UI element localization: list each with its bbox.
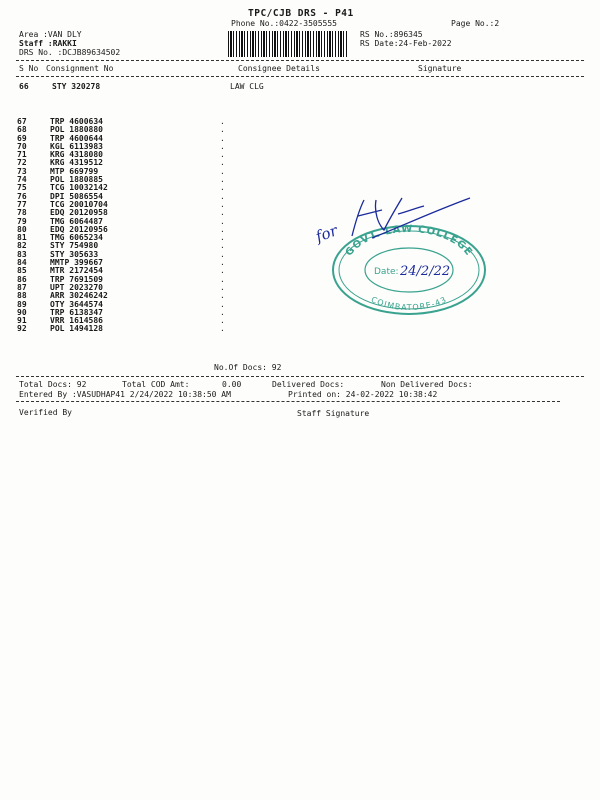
row-dot: . [220,233,225,243]
table-row [17,284,230,292]
svg-text:COIMBATORE-43 [370,295,449,312]
column-signature: Signature [418,64,462,73]
staff-signature: Staff Signature [297,409,370,418]
row-sno: 87 [17,282,27,292]
row-sno: 69 [17,133,27,143]
row-sno: 88 [17,291,27,301]
row-sno: 84 [17,258,27,268]
table-row [17,135,230,143]
row-sno: 68 [17,125,27,135]
barcode-image [228,31,348,57]
row-sno: 76 [17,191,27,201]
table-row [17,143,230,151]
table-row [17,151,230,159]
row-consignment: VRR 1614586 [50,316,103,326]
row-consignment: STY 754980 [50,241,99,251]
row-dot: . [220,266,225,276]
total-cod-label: Total COD Amt: [122,380,190,389]
row-consignment: TCG 20010704 [50,199,108,209]
row-dot: . [220,291,225,301]
rs-number: RS No.:896345 [360,30,423,39]
row-dot: . [220,307,225,317]
column-consignment: Consignment No [46,64,114,73]
row-consignment: EDQ 20120958 [50,208,108,218]
table-row [17,242,230,250]
stamp-bottom-text: COIMBATORE-43 [369,294,449,313]
row-dot: . [220,299,225,309]
row-dot: . [220,158,225,168]
row-consignment: POL 1880885 [50,175,103,185]
printed-on: Printed on: 24-02-2022 10:38:42 [288,390,438,399]
stamp-date-value: 24/2/22 [400,264,451,279]
row-consignee: LAW CLG [230,82,264,91]
area-label: Area :VAN DLY [19,30,82,39]
table-row [17,292,230,300]
row-consignment: EDQ 20120956 [50,224,108,234]
row-sno: 82 [17,241,27,251]
row-sno: 78 [17,208,27,218]
rs-date: RS Date:24-Feb-2022 [360,39,452,48]
row-sno: 89 [17,299,27,309]
row-consignment: UPT 2023270 [50,282,103,292]
row-dot: . [220,150,225,160]
row-consignment: KGL 6113983 [50,141,103,151]
table-row [17,126,230,134]
row-consignment: OTY 3644574 [50,299,103,309]
row-dot: . [220,166,225,176]
row-consignment: MTR 2172454 [50,266,103,276]
table-row [17,201,230,209]
page-number: Page No.:2 [451,19,500,28]
row-sno: 79 [17,216,27,226]
row-dot: . [220,274,225,284]
column-sno: S No [19,64,39,73]
row-dot: . [220,224,225,234]
row-consignment: TRP 7691509 [50,274,103,284]
row-dot: . [220,191,225,201]
row-sno: 74 [17,175,27,185]
row-consignment: DPI 5086554 [50,191,103,201]
table-row [17,118,230,126]
row-consignment: ARR 30246242 [50,291,108,301]
stamp-date-label: Date: [374,267,399,277]
no-of-docs: No.Of Docs: 92 [214,363,282,372]
row-dot: . [220,241,225,251]
row-consignment: KRG 4318080 [50,150,103,160]
table-row [17,184,230,192]
row-sno: 92 [17,324,27,334]
row-sno: 77 [17,199,27,209]
row-dot: . [220,117,225,126]
row-dot: . [220,133,225,143]
divider [16,60,584,61]
divider [16,376,584,377]
phone-number: Phone No.:0422-3505555 [231,19,337,28]
table-row [17,218,230,226]
row-dot: . [220,141,225,151]
row-sno: 83 [17,249,27,259]
row-dot: . [220,324,225,334]
row-consignment: TMG 6065234 [50,233,103,243]
row-consignment: POL 1880880 [50,125,103,135]
table-row [17,267,230,275]
row-consignment: STY 320278 [52,82,101,91]
row-sno: 90 [17,307,27,317]
row-sno: 71 [17,150,27,160]
delivered-docs: Delivered Docs: [272,380,345,389]
entered-by: Entered By :VASUDHAP41 2/24/2022 10:38:50 AM [19,390,231,399]
divider [16,76,584,77]
row-consignment: TMG 6064487 [50,216,103,226]
total-docs: Total Docs: 92 [19,380,87,389]
table-row [17,193,230,201]
row-consignment: KRG 4319512 [50,158,103,168]
signature-prefix: for [313,221,340,246]
row-sno: 72 [17,158,27,168]
table-row [17,234,230,242]
drs-number: DRS No. :DCJB89634502 [19,48,121,57]
row-sno: 67 [17,117,27,126]
stamp-top-text: GOVT. LAW COLLEGE [343,223,475,259]
table-row [17,176,230,184]
row-sno: 70 [17,141,27,151]
table-row [17,251,230,259]
row-consignment: TRP 4600634 [50,117,103,126]
row-dot: . [220,125,225,135]
non-delivered-docs: Non Delivered Docs: [381,380,473,389]
table-row [17,209,230,217]
row-dot: . [220,249,225,259]
table-row [17,226,230,234]
table-row [17,301,230,309]
handwritten-signature [312,190,476,252]
table-row [17,317,230,325]
row-sno: 73 [17,166,27,176]
table-row [17,276,230,284]
table-row [17,168,230,176]
row-dot: . [220,216,225,226]
consignment-list [17,118,230,334]
row-consignment: TCG 10032142 [50,183,108,193]
row-dot: . [220,282,225,292]
row-sno: 91 [17,316,27,326]
row-consignment: TRP 6138347 [50,307,103,317]
row-consignment: STY 305633 [50,249,99,259]
row-consignment: TRP 4600644 [50,133,103,143]
row-consignment: MMTP 399667 [50,258,103,268]
row-dot: . [220,208,225,218]
row-consignment: MTP 669799 [50,166,99,176]
table-row [17,259,230,267]
row-dot: . [220,199,225,209]
row-consignment: POL 1494128 [50,324,103,334]
staff-label: Staff :RAKKI [19,39,77,48]
row-sno: 81 [17,233,27,243]
column-consignee: Consignee Details [238,64,320,73]
table-row [17,309,230,317]
total-cod-value: 0.00 [222,380,242,389]
table-row [17,325,230,333]
document-title: TPC/CJB DRS - P41 [248,8,354,19]
row-sno: 66 [19,82,29,91]
row-sno: 75 [17,183,27,193]
row-sno: 80 [17,224,27,234]
row-dot: . [220,316,225,326]
row-dot: . [220,183,225,193]
row-sno: 85 [17,266,27,276]
row-sno: 86 [17,274,27,284]
divider [16,401,560,402]
row-dot: . [220,258,225,268]
row-dot: . [220,175,225,185]
table-row [17,159,230,167]
verified-by: Verified By [19,408,72,417]
